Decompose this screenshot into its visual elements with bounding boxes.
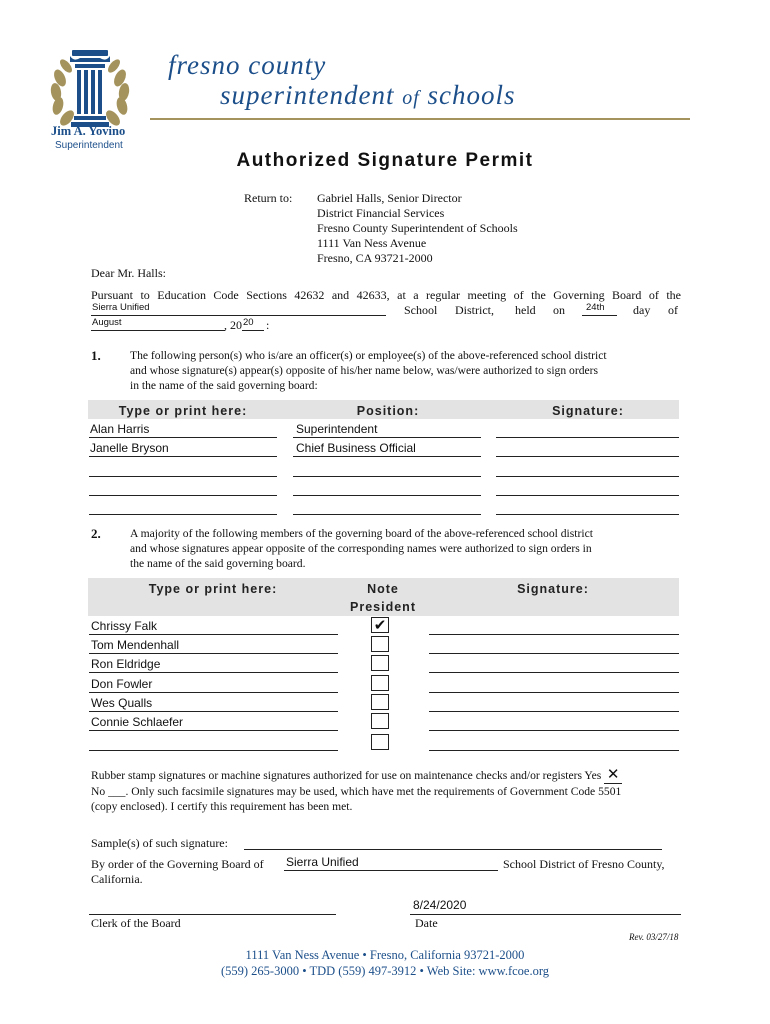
section1-line: in the name of the said governing board: bbox=[130, 379, 318, 392]
day-field[interactable] bbox=[586, 301, 616, 314]
header-rule bbox=[150, 118, 690, 120]
rubber-stamp-line3: (copy enclosed). I certify this requirement has been met. bbox=[91, 800, 353, 813]
pursuant-school: School bbox=[404, 303, 438, 317]
member-signature-line[interactable] bbox=[429, 711, 679, 712]
pursuant-held: held bbox=[515, 303, 536, 317]
yes-checkbox[interactable] bbox=[604, 765, 622, 784]
org-word-schools: schools bbox=[427, 80, 516, 110]
district-field[interactable] bbox=[92, 301, 382, 314]
logo-emblem bbox=[44, 46, 136, 132]
order-prefix: By order of the Governing Board of bbox=[91, 857, 264, 871]
member-name-field[interactable] bbox=[91, 714, 331, 729]
clerk-label: Clerk of the Board bbox=[91, 916, 181, 930]
officer-signature-line[interactable] bbox=[496, 456, 679, 457]
section2-line: the name of the said governing board. bbox=[130, 557, 306, 570]
member-name-field[interactable] bbox=[91, 637, 331, 652]
president-checkbox[interactable] bbox=[371, 694, 389, 710]
org-word-superintendent: superintendent bbox=[220, 80, 395, 110]
member-signature-line[interactable] bbox=[429, 692, 679, 693]
section1-number: 1. bbox=[91, 348, 101, 363]
pursuant-line1: Pursuant to Education Code Sections 42632 and 42633, at a regular meeting of the Governing Board of the bbox=[91, 288, 681, 302]
rubber-stamp-statement bbox=[91, 765, 691, 814]
officer-name-field[interactable] bbox=[90, 440, 276, 455]
member-signature-line[interactable] bbox=[429, 672, 679, 673]
section2-line: A majority of the following members of the governing board of the above-referenced school district bbox=[130, 527, 593, 540]
revision-label: Rev. 03/27/18 bbox=[629, 932, 679, 942]
member-name-field[interactable] bbox=[91, 695, 331, 710]
org-name-line2 bbox=[220, 80, 516, 111]
officer-name-field[interactable] bbox=[90, 421, 276, 436]
member-signature-line[interactable] bbox=[429, 730, 679, 731]
officer-name-line[interactable] bbox=[89, 476, 277, 477]
officer-name-line[interactable] bbox=[89, 495, 277, 496]
section2-number: 2. bbox=[91, 526, 101, 541]
president-checkbox[interactable] bbox=[371, 713, 389, 729]
return-line: Fresno County Superintendent of Schools bbox=[317, 221, 518, 235]
date-line bbox=[410, 914, 681, 915]
footer-contact: (559) 265-3000 • TDD (559) 497-3912 • Web Site: www.fcoe.org bbox=[220, 964, 550, 978]
order-line2: California. bbox=[91, 872, 143, 886]
footer-address: 1111 Van Ness Avenue • Fresno, California 93721-2000 bbox=[245, 948, 525, 962]
col-header-name: Type or print here: bbox=[148, 582, 278, 596]
president-checkbox[interactable] bbox=[371, 636, 389, 652]
org-word-of: of bbox=[402, 87, 420, 109]
x-mark-icon: ✕ bbox=[606, 765, 620, 783]
pursuant-of: of bbox=[668, 303, 678, 317]
salutation: Dear Mr. Halls: bbox=[91, 266, 166, 280]
col-header-signature: Signature: bbox=[517, 582, 589, 596]
year-line bbox=[242, 330, 264, 331]
member-name-line[interactable] bbox=[89, 750, 338, 751]
year-field[interactable] bbox=[243, 316, 263, 329]
officer-name-line[interactable] bbox=[89, 514, 277, 515]
officer-position-line[interactable] bbox=[293, 514, 481, 515]
month-field[interactable] bbox=[92, 316, 222, 329]
col-header-position: Position: bbox=[356, 404, 420, 418]
day-line bbox=[582, 315, 617, 316]
member-signature-line[interactable] bbox=[429, 653, 679, 654]
section1-line: The following person(s) who is/are an officer(s) or employee(s) of the above-referenced school district bbox=[130, 349, 607, 362]
rubber-stamp-line1: Rubber stamp signatures or machine signatures authorized for use on maintenance checks and/or registers Yes ✕ bbox=[91, 768, 691, 784]
month-line bbox=[91, 330, 225, 331]
sample-signature-label: Sample(s) of such signature: bbox=[91, 836, 228, 850]
order-district-line bbox=[284, 870, 498, 871]
order-district-field[interactable] bbox=[286, 854, 494, 869]
section2-text bbox=[130, 526, 690, 571]
page-title: Authorized Signature Permit bbox=[236, 150, 534, 171]
col-header-signature: Signature: bbox=[552, 404, 624, 418]
section1-text bbox=[130, 348, 690, 393]
return-to-label: Return to: bbox=[244, 191, 293, 205]
president-checkbox[interactable] bbox=[371, 655, 389, 671]
president-checkbox[interactable] bbox=[371, 675, 389, 691]
section2-table-header bbox=[88, 578, 679, 616]
clerk-signature-line[interactable] bbox=[89, 914, 336, 915]
section2-line: and whose signatures appear opposite of the corresponding names were authorized to sign orders in bbox=[130, 542, 592, 555]
member-name-field[interactable] bbox=[91, 618, 331, 633]
member-name-field[interactable] bbox=[91, 656, 331, 671]
president-checkbox[interactable] bbox=[371, 734, 389, 750]
officer-signature-line[interactable] bbox=[496, 476, 679, 477]
officer-position-field[interactable] bbox=[296, 421, 480, 436]
officer-position-field[interactable] bbox=[296, 440, 480, 455]
return-line: Gabriel Halls, Senior Director bbox=[317, 191, 462, 205]
pursuant-on: on bbox=[553, 303, 565, 317]
col-header-name: Type or print here: bbox=[118, 404, 248, 418]
superintendent-name: Jim A. Yovino bbox=[51, 124, 126, 138]
officer-signature-line[interactable] bbox=[496, 495, 679, 496]
officer-signature-line[interactable] bbox=[496, 437, 679, 438]
return-to-address bbox=[317, 191, 518, 266]
pursuant-district: District, bbox=[455, 303, 494, 317]
checkmark-icon: ✔ bbox=[373, 616, 387, 634]
return-line: Fresno, CA 93721-2000 bbox=[317, 251, 433, 265]
pursuant-year-prefix: , 20 bbox=[224, 318, 242, 332]
member-signature-line[interactable] bbox=[429, 634, 679, 635]
pursuant-day: day bbox=[633, 303, 651, 317]
col-header-note: Note bbox=[367, 582, 399, 596]
return-line: District Financial Services bbox=[317, 206, 445, 220]
section1-table-header bbox=[88, 400, 679, 419]
president-checkbox[interactable] bbox=[371, 617, 389, 633]
sample-signature-line[interactable] bbox=[244, 849, 662, 850]
date-label: Date bbox=[415, 916, 438, 930]
officer-position-line[interactable] bbox=[293, 476, 481, 477]
officer-signature-line[interactable] bbox=[496, 514, 679, 515]
order-suffix: School District of Fresno County, bbox=[503, 857, 665, 871]
rubber-stamp-line2: No ___. Only such facsimile signatures may be used, which have met the requirements of Government Code 5501 bbox=[91, 785, 622, 798]
member-name-field[interactable] bbox=[91, 676, 331, 691]
member-signature-line[interactable] bbox=[429, 750, 679, 751]
column-laurel-logo-icon bbox=[44, 46, 136, 132]
superintendent-title: Superintendent bbox=[55, 140, 123, 151]
col-header-president: President bbox=[350, 600, 416, 614]
officer-position-line[interactable] bbox=[293, 495, 481, 496]
section1-line: and whose signature(s) appear(s) opposite of his/her name below, was/were authorized to sign orders bbox=[130, 364, 599, 377]
org-name-line1: fresno county bbox=[168, 50, 327, 80]
pursuant-colon: : bbox=[266, 318, 270, 332]
return-line: 1111 Van Ness Avenue bbox=[317, 236, 427, 250]
date-field[interactable] bbox=[413, 897, 553, 912]
